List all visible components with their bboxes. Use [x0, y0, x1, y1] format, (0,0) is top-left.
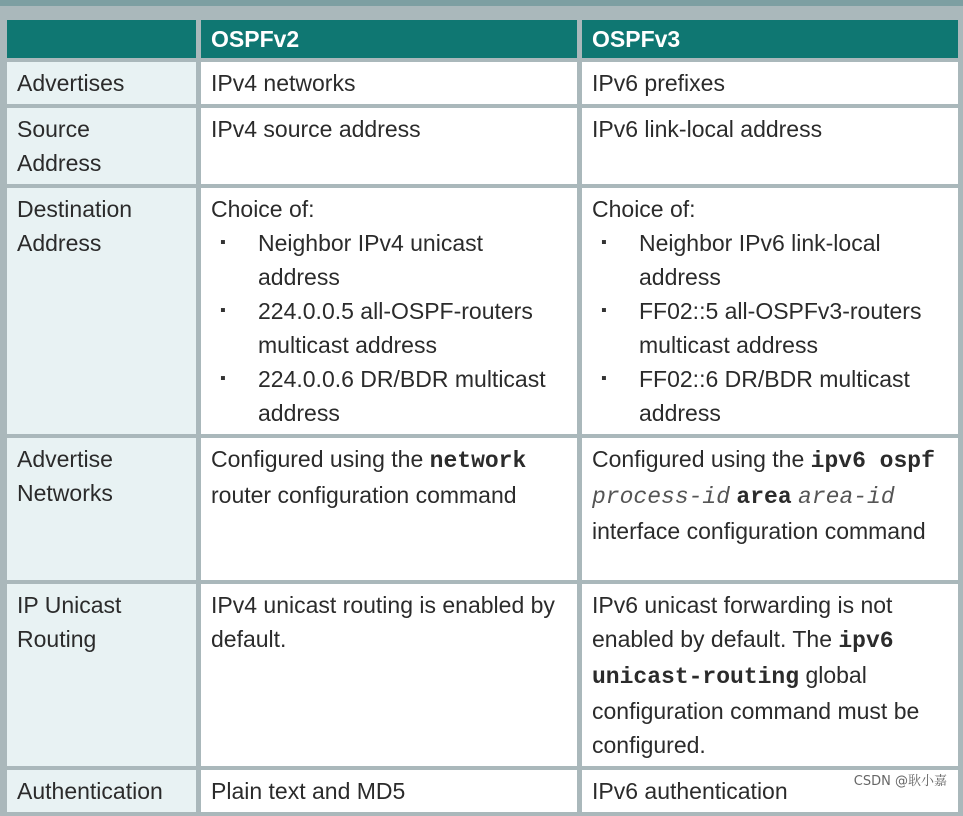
ospfv3-cell: IPv6 link-local address	[582, 108, 958, 184]
row-label	[7, 188, 196, 434]
ospfv2-cell	[201, 188, 577, 434]
ospfv2-cell	[201, 438, 577, 580]
bullet-icon: ▪	[220, 234, 226, 251]
header-blank	[7, 20, 196, 58]
row-ip-unicast-routing	[7, 584, 958, 766]
row-advertise-networks	[7, 438, 958, 580]
command-keyword: ipv6 ospf	[810, 448, 935, 474]
label-line: Source	[17, 116, 90, 142]
cell-text: interface configuration command	[592, 518, 926, 544]
bullet-icon: ▪	[601, 302, 607, 319]
row-source-address	[7, 108, 958, 184]
comparison-table	[2, 16, 963, 816]
ospfv3-cell: IPv6 prefixes	[582, 62, 958, 104]
row-advertises	[7, 62, 958, 104]
list-item-text: Neighbor IPv4 unicast address	[258, 230, 484, 290]
top-strip	[0, 0, 963, 6]
list-item	[211, 362, 567, 430]
cell-text: router configuration command	[211, 482, 517, 508]
command-keyword: ipv6 unicast-routing	[592, 628, 894, 690]
row-destination-address	[7, 188, 958, 434]
cell-text: IPv6 unicast forwarding is not enabled by default. The	[592, 592, 893, 652]
header-ospfv2: OSPFv2	[201, 20, 577, 58]
cell-text: global configuration command must be configured.	[592, 662, 920, 758]
label-line: Address	[17, 230, 102, 256]
command-keyword: area	[736, 484, 792, 510]
command-argument: area-id	[798, 484, 895, 510]
ospfv2-cell: IPv4 source address	[201, 108, 577, 184]
row-label	[7, 108, 196, 184]
label-line: Routing	[17, 626, 97, 652]
list-item-text: Neighbor IPv6 link-local address	[639, 230, 881, 290]
ospfv3-cell	[582, 438, 958, 580]
command-keyword: network	[429, 448, 527, 474]
choice-intro: Choice of:	[211, 196, 315, 222]
header-ospfv3: OSPFv3	[582, 20, 958, 58]
choice-intro: Choice of:	[592, 196, 696, 222]
list-item	[211, 294, 567, 362]
bullet-list	[592, 226, 948, 430]
list-item	[592, 226, 948, 294]
label-line: Destination	[17, 196, 133, 222]
list-item	[592, 294, 948, 362]
label-line: Address	[17, 150, 102, 176]
list-item	[211, 226, 567, 294]
header-row	[7, 20, 958, 58]
label-line: IP Unicast	[17, 592, 122, 618]
ospfv2-cell: Plain text and MD5	[201, 770, 577, 812]
label-line: Networks	[17, 480, 113, 506]
list-item-text: FF02::6 DR/BDR multicast address	[639, 366, 910, 426]
row-authentication	[7, 770, 958, 812]
bullet-icon: ▪	[601, 234, 607, 251]
ospfv3-cell	[582, 584, 958, 766]
row-label: Advertises	[7, 62, 196, 104]
watermark: CSDN @耿小嘉	[853, 774, 947, 789]
bullet-icon: ▪	[601, 370, 607, 387]
row-label	[7, 438, 196, 580]
list-item-text: 224.0.0.5 all-OSPF-routers multicast address	[258, 298, 533, 358]
ospfv3-cell	[582, 188, 958, 434]
bullet-icon: ▪	[220, 302, 226, 319]
list-item-text: FF02::5 all-OSPFv3-routers multicast address	[639, 298, 922, 358]
list-item-text: 224.0.0.6 DR/BDR multicast address	[258, 366, 546, 426]
cell-text: Configured using the	[211, 446, 424, 472]
ospfv2-cell: IPv4 unicast routing is enabled by default.	[201, 584, 577, 766]
label-line: Advertise	[17, 446, 113, 472]
ospfv2-cell: IPv4 networks	[201, 62, 577, 104]
row-label: Authentication	[7, 770, 196, 812]
list-item	[592, 362, 948, 430]
bullet-list	[211, 226, 567, 430]
row-label	[7, 584, 196, 766]
cell-text: Configured using the	[592, 446, 805, 472]
command-argument: process-id	[592, 484, 731, 510]
ospfv3-cell: IPv6 authentication	[582, 770, 958, 812]
bullet-icon: ▪	[220, 370, 226, 387]
